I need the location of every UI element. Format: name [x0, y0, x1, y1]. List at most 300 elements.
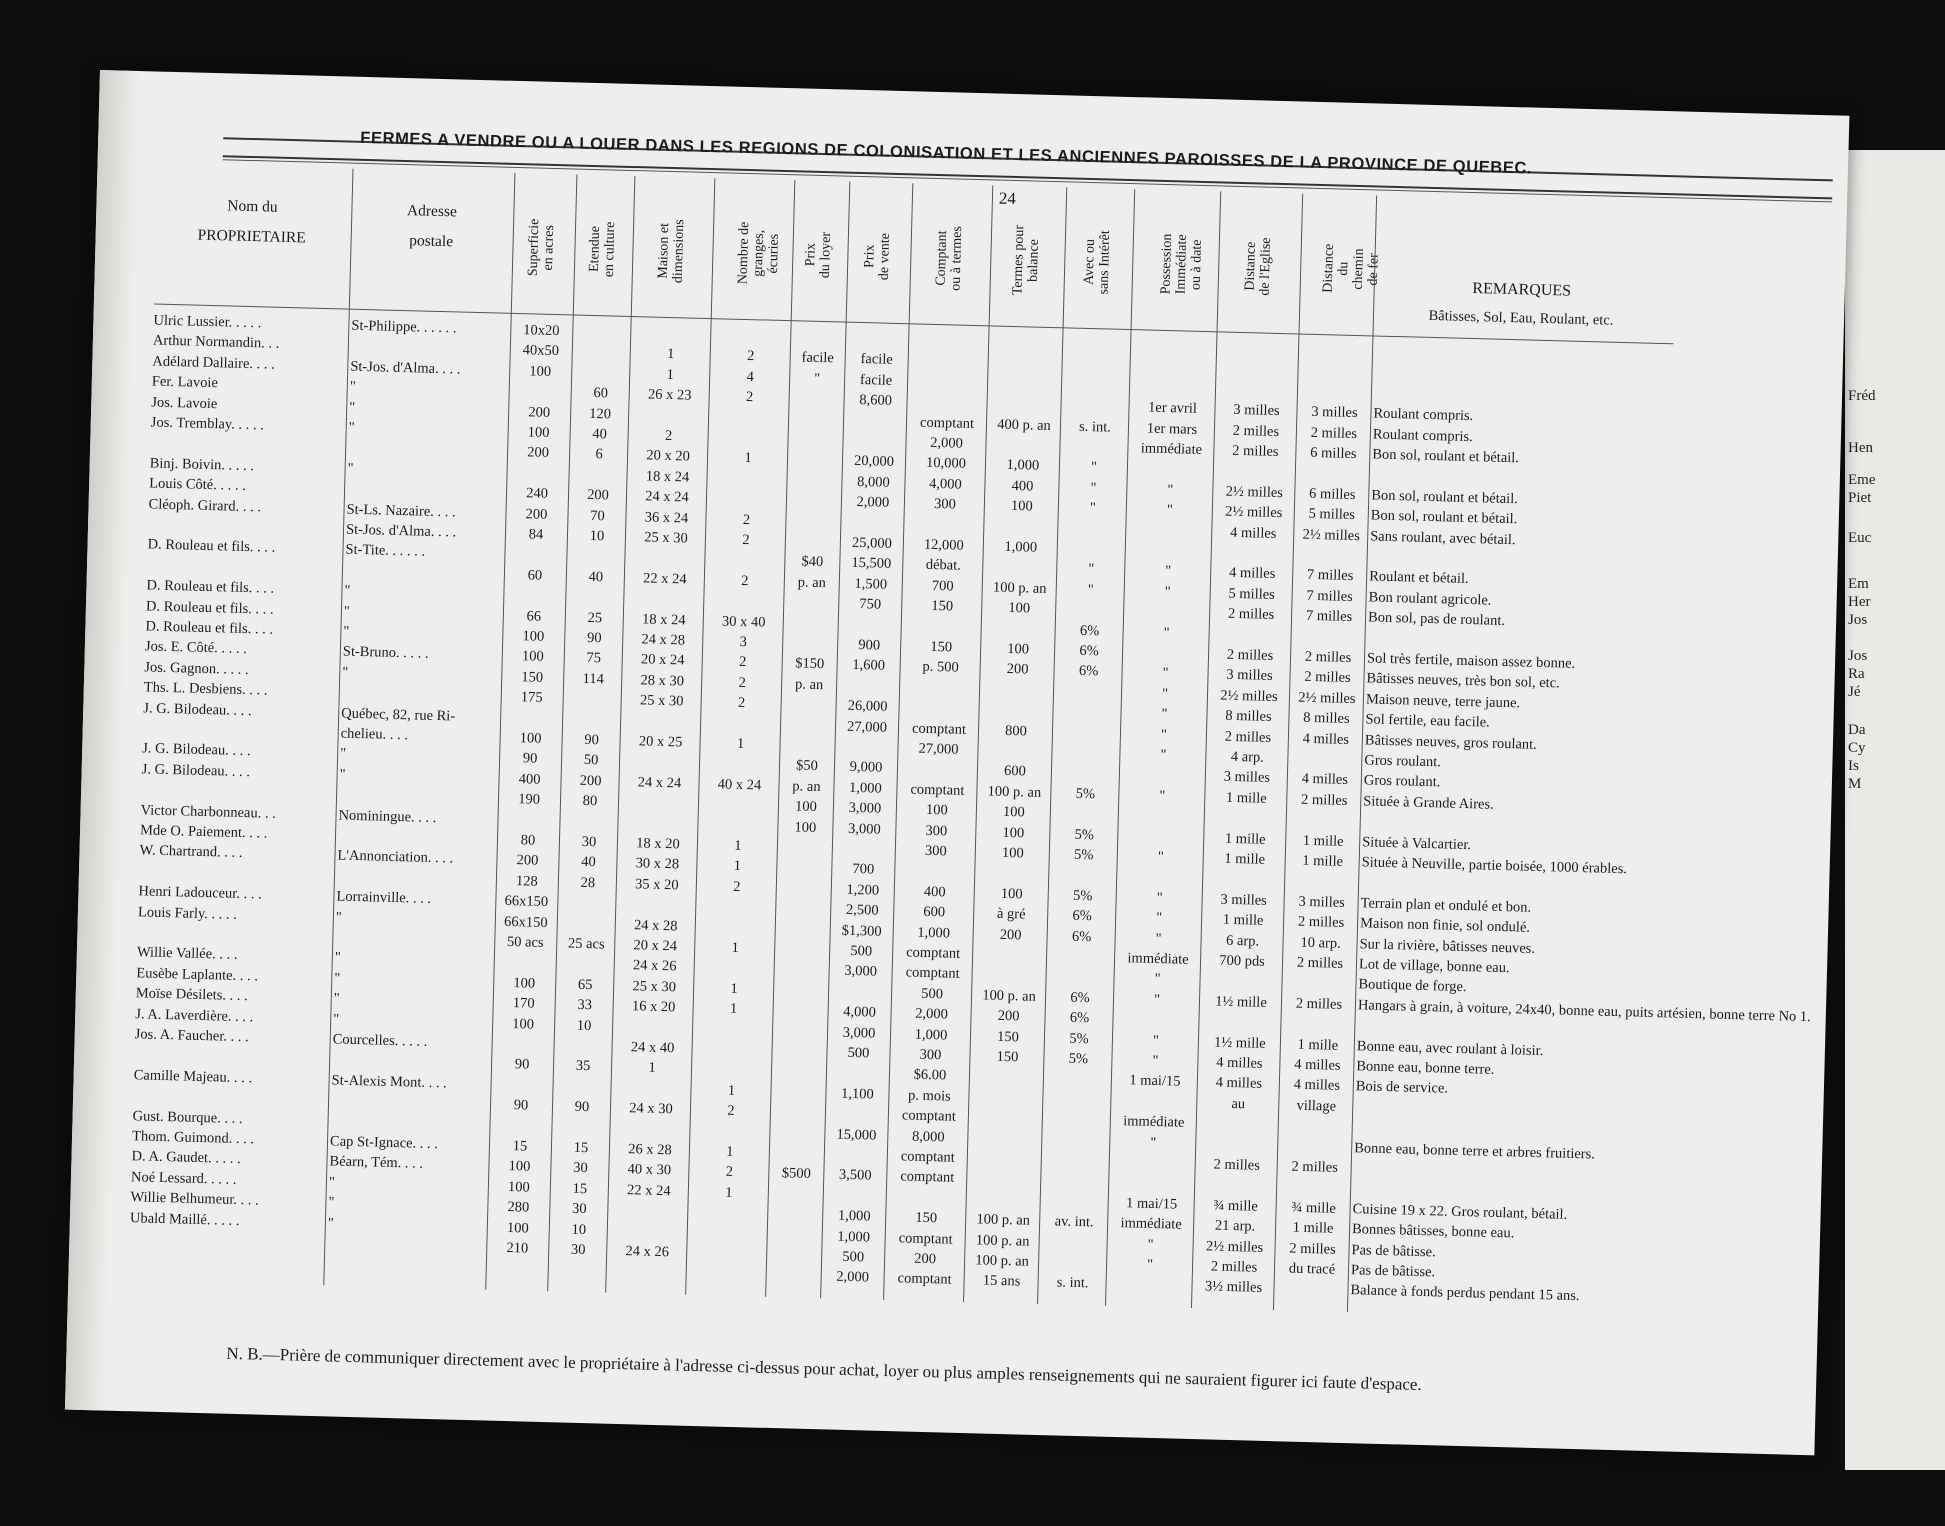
page-title: FERMES A VENDRE OU A LOUER DANS LES REGIONS DE COLONISATION ET LES ANCIENNES PAROISSES DE LA PROVINCE DE QUEBEC. — [360, 128, 1533, 178]
cell-granges: 30 x 40 — [721, 613, 766, 631]
cell-vente: 1,200 — [846, 881, 880, 899]
cell-granges: 2 — [725, 1164, 734, 1181]
cell-possession: immédiate — [1120, 1215, 1182, 1233]
cell-loyer — [772, 1144, 822, 1145]
cell-vente: facile — [859, 371, 893, 389]
cell-maison: 25 x 30 — [639, 692, 684, 710]
header-line: du — [1336, 261, 1352, 276]
cell-dist_eglise: 3 milles — [1233, 401, 1280, 420]
cell-maison: 25 x 30 — [632, 978, 677, 996]
cell-maison — [614, 1079, 690, 1081]
cell-etendue: 30 — [581, 833, 597, 851]
cell-adresse: St-Philippe. . . . . . — [351, 317, 457, 337]
cell-etendue: 10 — [576, 1017, 592, 1034]
header-line: Distance — [1320, 243, 1337, 293]
adjacent-fragment: Her — [1848, 594, 1871, 610]
cell-interet — [1056, 702, 1120, 704]
header-line: Prix — [862, 244, 878, 269]
cell-dist_chemin: 3 milles — [1311, 404, 1358, 422]
cell-dist_chemin: 7 milles — [1305, 607, 1353, 626]
cell-vente — [835, 840, 893, 842]
header-superficie — [525, 187, 562, 308]
cell-comptant: p. 500 — [922, 659, 959, 677]
cell-vente: 1,600 — [852, 657, 886, 675]
cell-loyer — [769, 1266, 819, 1267]
cell-termes — [990, 374, 1060, 376]
cell-loyer — [769, 1246, 819, 1247]
cell-dist_eglise: au — [1231, 1095, 1246, 1113]
cell-granges — [703, 714, 779, 716]
cell-etendue: 90 — [584, 731, 600, 749]
cell-dist_eglise: 2½ milles — [1220, 687, 1278, 705]
cell-etendue — [561, 894, 615, 895]
cell-superficie: 100 — [506, 1219, 529, 1237]
cell-superficie: 15 — [512, 1138, 528, 1155]
cell-nom: Ubald Maillé. . . . . — [129, 1209, 240, 1229]
cell-possession: immédiate — [1140, 440, 1203, 458]
cell-loyer: " — [813, 370, 821, 387]
cell-possession — [1122, 765, 1204, 767]
header-line: Possession — [1158, 233, 1176, 295]
header-line: Avec ou — [1081, 238, 1098, 286]
cell-superficie: 100 — [519, 730, 542, 747]
cell-granges: 1 — [724, 1184, 733, 1201]
cell-superficie: 100 — [522, 628, 545, 645]
cell-etendue — [560, 914, 614, 915]
cell-granges — [694, 1060, 770, 1062]
cell-adresse: " — [344, 582, 351, 599]
cell-nom: Camille Majeau. . . . — [133, 1067, 253, 1087]
cell-dist_chemin: 4 milles — [1293, 1056, 1341, 1074]
cell-granges — [697, 958, 773, 960]
cell-superficie: 60 — [527, 567, 543, 584]
cell-maison: 24 x 40 — [630, 1039, 675, 1057]
cell-dist_chemin — [1285, 974, 1355, 976]
cell-nom: Fer. Lavoie — [151, 373, 219, 392]
header-line: du loyer — [817, 231, 835, 279]
cell-nom: Jos. A. Faucher. . . . — [134, 1026, 249, 1046]
cell-loyer — [789, 512, 839, 513]
cell-loyer: 100 — [794, 819, 817, 836]
cell-loyer — [773, 1103, 823, 1104]
cell-interet — [1052, 866, 1116, 868]
cell-termes: 150 — [996, 1048, 1019, 1066]
cell-granges — [702, 754, 778, 756]
cell-dist_eglise — [1203, 972, 1281, 974]
page-number: 24 — [998, 188, 1017, 209]
cell-possession: " — [1161, 706, 1168, 723]
cell-etendue: 28 — [580, 874, 596, 892]
cell-maison: 25 x 30 — [643, 529, 688, 547]
header-termes — [1010, 200, 1047, 321]
header-adresse — [353, 199, 510, 263]
cell-termes: 100 p. an — [987, 783, 1042, 801]
cell-granges: 1 — [727, 1082, 736, 1099]
adjacent-fragment: Piet — [1848, 490, 1872, 506]
header-line: de fer — [1365, 253, 1382, 286]
cell-etendue: 80 — [582, 793, 598, 810]
cell-adresse: Courcelles. . . . . — [332, 1031, 428, 1050]
cell-possession — [1128, 541, 1210, 543]
cell-dist_eglise: 3 milles — [1223, 769, 1271, 787]
cell-termes: 1,000 — [1006, 457, 1040, 475]
footnote: N. B.—Prière de communiquer directement avec le propriétaire à l'adresse ci-dessus pour achat, loyer ou plus amples renseignements qui ne sauraient figurer ici faute d'espace. — [226, 1343, 1422, 1395]
header-line: écuries — [765, 233, 782, 274]
cell-interet — [1046, 1070, 1110, 1072]
cell-interet — [1064, 397, 1128, 399]
cell-vente: 1,500 — [854, 575, 888, 593]
cell-granges — [714, 326, 790, 328]
cell-adresse: chelieu. . . . — [340, 725, 409, 744]
cell-superficie — [493, 1116, 549, 1117]
cell-adresse: Lorrainville. . . . — [336, 888, 432, 908]
cell-dist_eglise: 2 milles — [1232, 422, 1280, 440]
header-line: Superficie — [525, 218, 543, 277]
cell-adresse: St-Tite. . . . . . — [345, 541, 426, 561]
header-line: REMARQUES — [1472, 280, 1572, 300]
cell-dist_chemin — [1301, 362, 1371, 364]
cell-termes: 100 — [1010, 498, 1033, 515]
cell-vente: 20,000 — [853, 453, 895, 471]
cell-loyer — [786, 614, 836, 615]
cell-etendue: 50 — [583, 752, 599, 769]
cell-nom: Cléoph. Girard. . . . — [148, 496, 262, 515]
cell-maison: 20 x 25 — [638, 733, 683, 751]
cell-superficie: 100 — [521, 648, 544, 666]
adjacent-fragment: Fréd — [1848, 388, 1876, 404]
cell-nom: Ulric Lussier. . . . . — [153, 312, 262, 332]
cell-interet — [1042, 1233, 1106, 1235]
cell-interet: 5% — [1073, 846, 1094, 864]
cell-possession: immédiate — [1123, 1113, 1185, 1131]
cell-etendue: 40 — [588, 568, 604, 586]
cell-termes: 100 — [1002, 804, 1025, 821]
cell-dist_eglise: 1 mille — [1224, 830, 1266, 848]
cell-nom: Louis Farly. . . . . — [137, 903, 238, 923]
cell-maison — [623, 712, 699, 714]
cell-maison: 24 x 26 — [632, 957, 677, 975]
cell-termes — [986, 558, 1056, 560]
cell-superficie: 150 — [521, 669, 544, 686]
header-maison — [655, 191, 692, 312]
cell-termes: 600 — [1003, 763, 1027, 780]
cell-comptant: 150 — [930, 638, 953, 656]
cell-dist_chemin: 2½ milles — [1302, 526, 1361, 544]
cell-loyer — [771, 1185, 821, 1186]
cell-possession: 1er mars — [1146, 420, 1198, 438]
header-line: sans Intérêt — [1096, 230, 1114, 295]
cell-interet — [1054, 764, 1118, 766]
cell-remarques: Bon sol, roulant et bétail. — [1370, 507, 1518, 528]
cell-etendue: 65 — [577, 976, 593, 993]
header-line: balance — [1025, 238, 1042, 283]
cell-adresse: " — [349, 399, 356, 416]
cell-loyer — [793, 328, 843, 329]
cell-comptant: 600 — [923, 904, 946, 921]
cell-granges — [698, 918, 774, 920]
adjacent-fragment: Eme — [1848, 472, 1876, 488]
cell-interet: 5% — [1069, 1030, 1089, 1047]
cell-nom: Arthur Normandin. . . — [152, 332, 280, 353]
cell-possession: " — [1167, 481, 1174, 499]
cell-loyer — [779, 899, 829, 900]
cell-termes — [970, 1149, 1040, 1151]
cell-interet — [1056, 682, 1120, 684]
cell-nom: W. Chartrand. . . . — [139, 842, 243, 862]
cell-termes — [982, 680, 1052, 682]
cell-nom: J. G. Bilodeau. . . . — [143, 699, 252, 719]
cell-maison: 22 x 24 — [642, 570, 687, 588]
cell-possession: 1 mai/15 — [1125, 1195, 1178, 1213]
header-line: de l'Eglise — [1257, 237, 1275, 296]
cell-granges — [710, 469, 786, 471]
cell-interet — [1058, 600, 1122, 602]
cell-dist_eglise: 2 milles — [1210, 1258, 1258, 1276]
cell-etendue: 10 — [589, 527, 605, 545]
cell-remarques: Bonnes bâtisses, bonne eau. — [1351, 1221, 1515, 1242]
cell-maison — [622, 752, 698, 754]
cell-possession — [1112, 1153, 1194, 1155]
cell-dist_chemin: 1 mille — [1297, 1036, 1339, 1054]
cell-loyer — [791, 410, 841, 411]
cell-interet — [1055, 743, 1119, 745]
cell-comptant: comptant — [919, 414, 975, 432]
cell-interet: " — [1090, 479, 1097, 497]
cell-interet: 6% — [1079, 642, 1100, 660]
cell-superficie — [508, 545, 564, 546]
cell-dist_chemin: 4 milles — [1302, 730, 1350, 748]
adjacent-fragment: Ra — [1848, 666, 1865, 682]
cell-superficie — [495, 1035, 551, 1036]
cell-dist_chemin — [1296, 545, 1366, 547]
cell-comptant: comptant — [905, 944, 961, 962]
cell-superficie: 400 — [518, 771, 541, 788]
cell-vente: 15,000 — [836, 1126, 877, 1144]
cell-nom: Moïse Désilets. . . . — [135, 985, 248, 1005]
adjacent-page — [1845, 150, 1945, 1470]
cell-loyer — [788, 532, 838, 533]
adjacent-fragment: Is — [1848, 758, 1859, 774]
header-etendue — [586, 189, 623, 310]
cell-interet: 6% — [1069, 1009, 1090, 1027]
cell-adresse: " — [328, 1194, 335, 1211]
cell-interet — [1060, 539, 1124, 541]
cell-granges — [709, 489, 785, 491]
cell-loyer — [785, 634, 835, 635]
cell-etendue: 70 — [590, 507, 605, 524]
cell-granges — [695, 1040, 771, 1042]
cell-dist_eglise: 2 milles — [1232, 442, 1279, 460]
cell-possession: " — [1163, 624, 1170, 641]
cell-remarques: Bon sol, pas de roulant. — [1367, 609, 1506, 630]
cell-comptant — [900, 760, 976, 762]
cell-possession: immédiate — [1127, 950, 1189, 968]
header-line: chemin — [1350, 248, 1367, 290]
cell-dist_eglise: 5 milles — [1228, 585, 1276, 603]
cell-superficie: 170 — [512, 995, 535, 1012]
cell-superficie — [512, 382, 568, 383]
cell-possession — [1133, 337, 1215, 339]
cell-maison: 24 x 30 — [629, 1100, 673, 1118]
cell-loyer: $150 — [794, 655, 825, 673]
cell-remarques — [1375, 343, 1665, 351]
cell-remarques: Bâtisses neuves, très bon sol, etc. — [1366, 670, 1560, 692]
header-dist_chemin — [1320, 208, 1382, 329]
cell-dist_eglise: 1 mille — [1224, 850, 1266, 868]
header-line: Adresse — [406, 202, 458, 221]
cell-superficie — [510, 464, 566, 465]
cell-vente: 500 — [847, 1044, 870, 1062]
cell-dist_chemin: 3 milles — [1298, 893, 1345, 911]
cell-granges: 2 — [727, 1102, 735, 1120]
cell-dist_eglise: 4 milles — [1215, 1074, 1263, 1093]
cell-adresse: " — [339, 766, 346, 783]
cell-comptant: 4,000 — [928, 475, 962, 493]
cell-interet: 5% — [1075, 785, 1096, 803]
cell-interet — [1045, 1131, 1109, 1133]
cell-adresse: St-Jos. d'Alma. . . . — [350, 358, 461, 378]
cell-granges — [707, 591, 783, 593]
cell-maison — [631, 406, 707, 408]
cell-dist_chemin: 6 milles — [1308, 485, 1356, 503]
cell-etendue — [555, 1118, 609, 1119]
cell-termes — [984, 619, 1054, 621]
cell-comptant: 200 — [914, 1250, 937, 1268]
cell-interet — [1046, 1090, 1110, 1092]
cell-nom: D. Rouleau et fils. . . . — [145, 597, 274, 618]
cell-maison — [621, 793, 697, 795]
cell-interet — [1061, 519, 1125, 521]
cell-etendue: 6 — [595, 446, 603, 463]
cell-remarques: Sol très fertile, maison assez bonne. — [1366, 650, 1576, 672]
cell-granges: 2 — [733, 878, 741, 895]
cell-etendue: 25 — [587, 609, 603, 626]
cell-etendue: 60 — [593, 385, 609, 402]
cell-termes: 100 p. an — [976, 1211, 1031, 1229]
cell-dist_chemin: du tracé — [1288, 1260, 1336, 1278]
cell-interet: " — [1089, 500, 1097, 517]
cell-etendue — [570, 547, 624, 548]
cell-vente: 500 — [842, 1248, 865, 1266]
cell-nom: J. A. Laverdière. . . . — [135, 1005, 254, 1025]
cell-remarques: Roulant compris. — [1373, 405, 1474, 425]
cell-dist_eglise: 2½ milles — [1225, 503, 1283, 522]
cell-superficie — [501, 810, 557, 811]
cell-maison: 22 x 24 — [626, 1181, 671, 1200]
cell-dist_eglise: 4 milles — [1216, 1054, 1263, 1072]
cell-maison: 30 x 28 — [635, 855, 680, 873]
cell-maison: 18 x 24 — [641, 610, 686, 629]
cell-possession: " — [1152, 1052, 1159, 1070]
cell-possession: " — [1160, 726, 1168, 743]
cell-comptant — [898, 862, 974, 864]
cell-granges — [690, 1223, 766, 1225]
cell-etendue: 35 — [575, 1058, 591, 1075]
cell-comptant: 300 — [924, 842, 947, 860]
cell-vente — [826, 1186, 884, 1188]
cell-nom: D. Rouleau et fils. . . . — [146, 577, 275, 597]
cell-maison — [619, 895, 695, 897]
cell-vente — [831, 982, 889, 984]
cell-etendue: 200 — [579, 772, 602, 790]
cell-superficie: 200 — [516, 852, 539, 870]
cell-interet: 6% — [1071, 928, 1092, 945]
cell-termes: 200 — [1006, 661, 1029, 678]
cell-vente: 15,500 — [851, 555, 892, 573]
cell-superficie: 100 — [512, 1015, 535, 1033]
cell-etendue: 30 — [571, 1200, 587, 1218]
cell-loyer — [776, 981, 826, 982]
cell-termes — [970, 1170, 1040, 1172]
cell-adresse: St-Jos. d'Alma. . . . — [345, 521, 457, 541]
cell-nom: Mde O. Paiement. . . . — [139, 822, 268, 842]
cell-possession — [1130, 459, 1212, 461]
cell-superficie — [497, 953, 553, 954]
cell-dist_chemin: 2 milles — [1300, 791, 1348, 809]
cell-maison — [615, 1017, 691, 1019]
cell-vente: facile — [860, 351, 893, 369]
cell-adresse: " — [339, 745, 347, 763]
cell-termes — [978, 864, 1048, 866]
cell-adresse: Nominingue. . . . — [338, 807, 437, 826]
cell-dist_chemin: 8 milles — [1303, 709, 1350, 728]
cell-superficie: 66x150 — [503, 913, 548, 931]
cell-comptant: comptant — [898, 1229, 953, 1248]
cell-superficie: 50 acs — [506, 933, 544, 951]
cell-dist_eglise: 2½ milles — [1225, 483, 1284, 501]
cell-vente — [846, 432, 904, 434]
adjacent-fragment: Cy — [1848, 740, 1866, 756]
cell-vente: $1,300 — [841, 922, 882, 940]
cell-termes — [981, 741, 1051, 743]
cell-nom: Jos. Tremblay. . . . . — [150, 414, 265, 434]
cell-nom: Binj. Boivin. . . . . — [149, 455, 255, 474]
cell-termes: 200 — [997, 1008, 1020, 1025]
cell-dist_eglise: ¾ mille — [1213, 1197, 1259, 1215]
cell-loyer: $500 — [781, 1165, 812, 1183]
cell-dist_chemin — [1281, 1116, 1351, 1118]
cell-maison: 40 x 30 — [627, 1161, 672, 1179]
cell-superficie: 240 — [525, 485, 549, 503]
cell-dist_chemin: 1 mille — [1292, 1219, 1334, 1237]
cell-granges: 40 x 24 — [717, 776, 762, 794]
cell-dist_chemin: 4 milles — [1301, 771, 1349, 789]
cell-superficie — [494, 1075, 550, 1076]
cell-loyer: facile — [801, 349, 834, 367]
cell-adresse: " — [328, 1174, 336, 1191]
cell-termes — [972, 1068, 1042, 1070]
cell-interet — [1044, 1151, 1108, 1153]
cell-granges — [695, 1020, 771, 1022]
cell-adresse: St-Bruno. . . . . — [342, 643, 429, 663]
cell-termes — [991, 333, 1061, 335]
cell-termes: 100 p. an — [975, 1231, 1030, 1250]
cell-interet: 5% — [1072, 887, 1093, 905]
cell-etendue: 114 — [582, 670, 605, 688]
cell-possession: " — [1161, 685, 1169, 702]
cell-dist_eglise — [1205, 870, 1283, 872]
cell-dist_chemin: 10 arp. — [1300, 934, 1341, 952]
cell-dist_eglise: 1½ mille — [1213, 1034, 1266, 1052]
cell-dist_eglise: 1 mille — [1222, 911, 1264, 929]
cell-termes — [971, 1108, 1041, 1110]
cell-vente: 3,000 — [847, 820, 881, 838]
cell-possession: " — [1146, 1256, 1154, 1273]
cell-termes — [987, 517, 1057, 519]
cell-vente: 3,000 — [848, 800, 882, 817]
cell-remarques: Bon sol, roulant et bétail. — [1372, 446, 1520, 467]
cell-remarques: Roulant et bétail. — [1368, 568, 1469, 588]
